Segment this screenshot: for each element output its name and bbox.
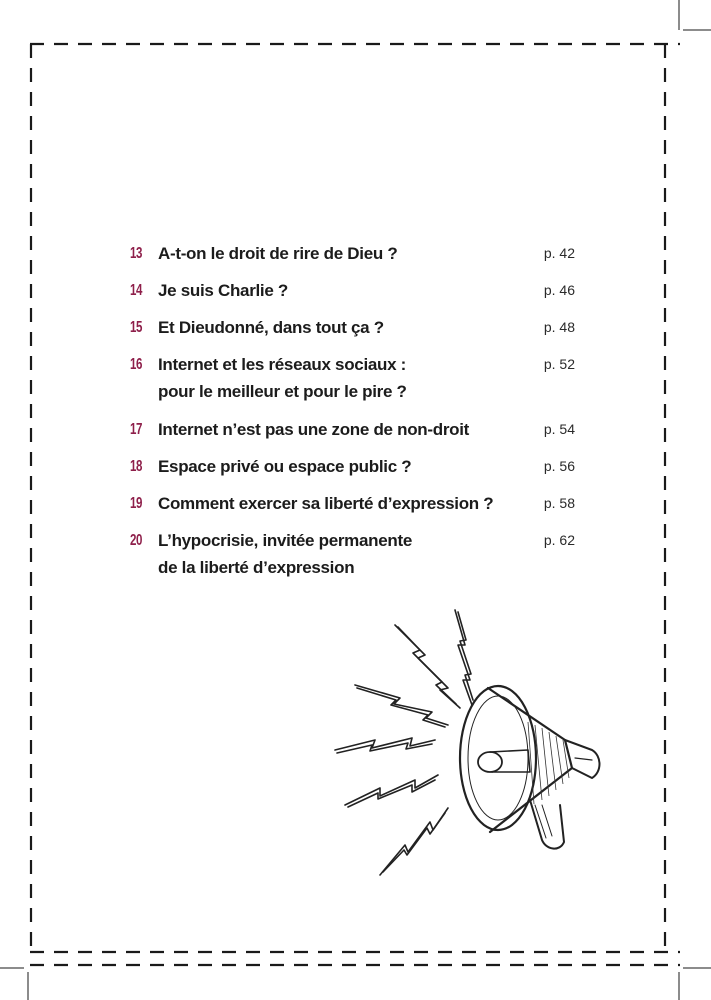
chapter-number: 15	[130, 319, 143, 336]
chapter-number: 17	[130, 421, 143, 438]
chapter-title	[158, 240, 515, 267]
chapter-number: 14	[130, 282, 143, 299]
page-reference: p. 56	[543, 458, 575, 474]
toc-entry	[130, 453, 575, 480]
megaphone-icon	[320, 600, 620, 890]
toc-entry	[130, 416, 575, 443]
chapter-title	[158, 314, 515, 341]
chapter-number: 20	[130, 532, 143, 549]
lightning-bolt-icon	[345, 775, 438, 805]
toc-entry	[130, 490, 575, 517]
chapter-number: 19	[130, 495, 143, 512]
chapter-title	[158, 277, 515, 304]
chapter-title-line: Je suis Charlie ?	[158, 281, 289, 300]
page-reference: p. 54	[543, 421, 575, 437]
toc-entry	[130, 277, 575, 304]
chapter-number: 16	[130, 356, 143, 373]
chapter-number: 18	[130, 458, 143, 475]
chapter-title-line: Internet et les réseaux sociaux :	[158, 355, 407, 374]
chapter-title-line: Espace privé ou espace public ?	[158, 457, 412, 476]
chapter-title	[158, 453, 515, 480]
page-reference: p. 46	[543, 282, 575, 298]
toc-entry	[130, 527, 575, 581]
chapter-title-line: Et Dieudonné, dans tout ça ?	[158, 318, 384, 337]
page-reference: p. 52	[543, 356, 575, 372]
chapter-title	[158, 527, 515, 581]
page-reference: p. 62	[543, 532, 575, 548]
chapter-title	[158, 416, 515, 443]
toc-entry	[130, 351, 575, 405]
page-reference: p. 58	[543, 495, 575, 511]
toc-entry	[130, 240, 575, 267]
page-reference: p. 42	[543, 245, 575, 261]
chapter-title-line: Internet n’est pas une zone de non-droit	[158, 420, 470, 439]
chapter-title-line: pour le meilleur et pour le pire ?	[158, 382, 407, 401]
chapter-title	[158, 351, 515, 405]
chapter-title-line: A-t-on le droit de rire de Dieu ?	[158, 244, 398, 263]
chapter-title	[158, 490, 515, 517]
page-reference: p. 48	[543, 319, 575, 335]
chapter-title-line: de la liberté d’expression	[158, 558, 355, 577]
chapter-title-line: Comment exercer sa liberté d’expression ?	[158, 494, 494, 513]
toc-entry	[130, 314, 575, 341]
chapter-title-line: L’hypocrisie, invitée permanente	[158, 531, 412, 550]
chapter-number: 13	[130, 245, 143, 262]
